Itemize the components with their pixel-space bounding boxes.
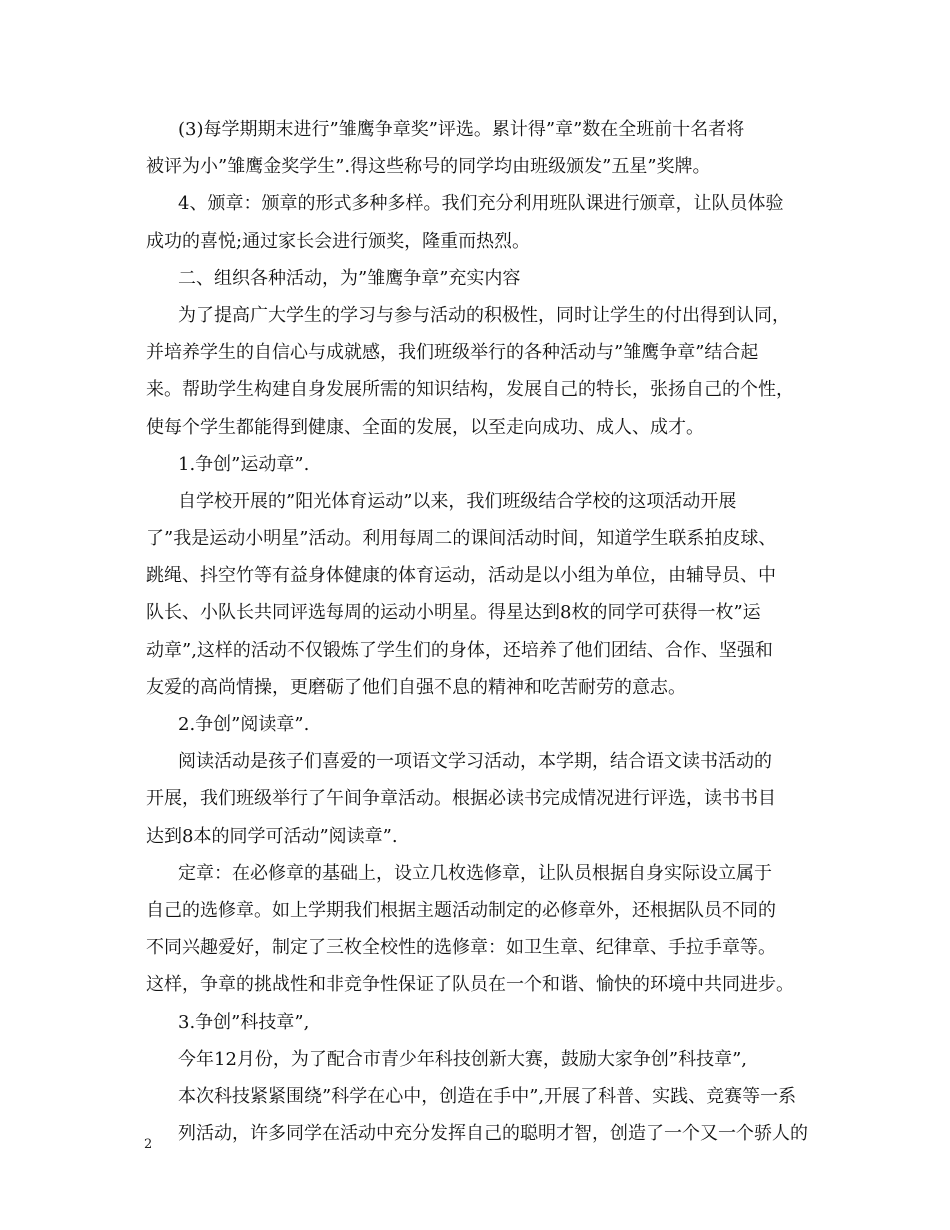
text-line: 1.争创”运动章”. xyxy=(178,453,310,475)
body-text xyxy=(146,111,808,1152)
text-line: 被评为小”雏鹰金奖学生”.得这些称号的同学均由班级颁发”五星”奖牌。 xyxy=(146,156,711,178)
text-line: 并培养学生的自信心与成就感，我们班级举行的各种活动与”雏鹰争章”结合起 xyxy=(146,342,759,364)
text-line: 开展，我们班级举行了午间争章活动。根据必读书完成情况进行评选，读书书目 xyxy=(146,788,776,810)
text-line: 二、组织各种活动，为”雏鹰争章”充实内容 xyxy=(178,267,521,289)
text-line: 来。帮助学生构建自身发展所需的知识结构，发展自己的特长，张扬自己的个性， xyxy=(146,379,794,401)
text-line: 跳绳、抖空竹等有益身体健康的体育运动，活动是以小组为单位，由辅导员、中 xyxy=(146,565,776,587)
text-line: 3.争创”科技章”, xyxy=(178,1011,310,1033)
text-line: 不同兴趣爱好，制定了三枚全校性的选修章：如卫生章、纪律章、手拉手章等。 xyxy=(146,937,776,959)
text-line: 使每个学生都能得到健康、全面的发展，以至走向成功、成人、成才。 xyxy=(146,416,704,438)
text-line: 为了提高广大学生的学习与参与活动的积极性，同时让学生的付出得到认同， xyxy=(178,304,790,326)
text-line: 自己的选修章。如上学期我们根据主题活动制定的必修章外，还根据队员不同的 xyxy=(146,899,776,921)
text-line: 队长、小队长共同评选每周的运动小明星。得星达到8枚的同学可获得一枚”运 xyxy=(146,602,761,624)
text-line: 本次科技紧紧围绕”科学在心中，创造在手中”,开展了科普、实践、竞赛等一系 xyxy=(178,1085,797,1107)
text-line: 达到8本的同学可活动”阅读章”. xyxy=(146,825,398,847)
text-line: 了”我是运动小明星”活动。利用每周二的课间活动时间，知道学生联系拍皮球、 xyxy=(146,528,777,550)
text-line: (3)每学期期末进行”雏鹰争章奖”评选。累计得”章”数在全班前十名者将 xyxy=(178,119,745,140)
text-line: 成功的喜悦;通过家长会进行颁奖，隆重而热烈。 xyxy=(146,230,531,252)
text-line: 今年12月份，为了配合市青少年科技创新大赛，鼓励大家争创”科技章”, xyxy=(178,1048,748,1070)
text-line: 友爱的高尚情操，更磨砺了他们自强不息的精神和吃苦耐劳的意志。 xyxy=(146,676,686,698)
text-line: 阅读活动是孩子们喜爱的一项语文学习活动，本学期，结合语文读书活动的 xyxy=(178,751,772,773)
text-line: 定章：在必修章的基础上，设立几枚选修章，让队员根据自身实际设立属于 xyxy=(178,862,772,884)
text-line: 列活动，许多同学在活动中充分发挥自己的聪明才智，创造了一个又一个骄人的 xyxy=(178,1123,808,1145)
text-line: 2.争创”阅读章”. xyxy=(178,714,310,735)
text-line: 4、颁章：颁章的形式多种多样。我们充分利用班队课进行颁章，让队员体验 xyxy=(178,193,784,215)
page-number: 2 xyxy=(144,1137,153,1152)
text-line: 自学校开展的”阳光体育运动”以来，我们班级结合学校的这项活动开展 xyxy=(178,490,737,512)
text-line: 这样，争章的挑战性和非竞争性保证了队员在一个和谐、愉快的环境中共同进步。 xyxy=(146,974,794,996)
text-line: 动章”,这样的活动不仅锻炼了学生们的身体，还培养了他们团结、合作、坚强和 xyxy=(146,639,773,661)
